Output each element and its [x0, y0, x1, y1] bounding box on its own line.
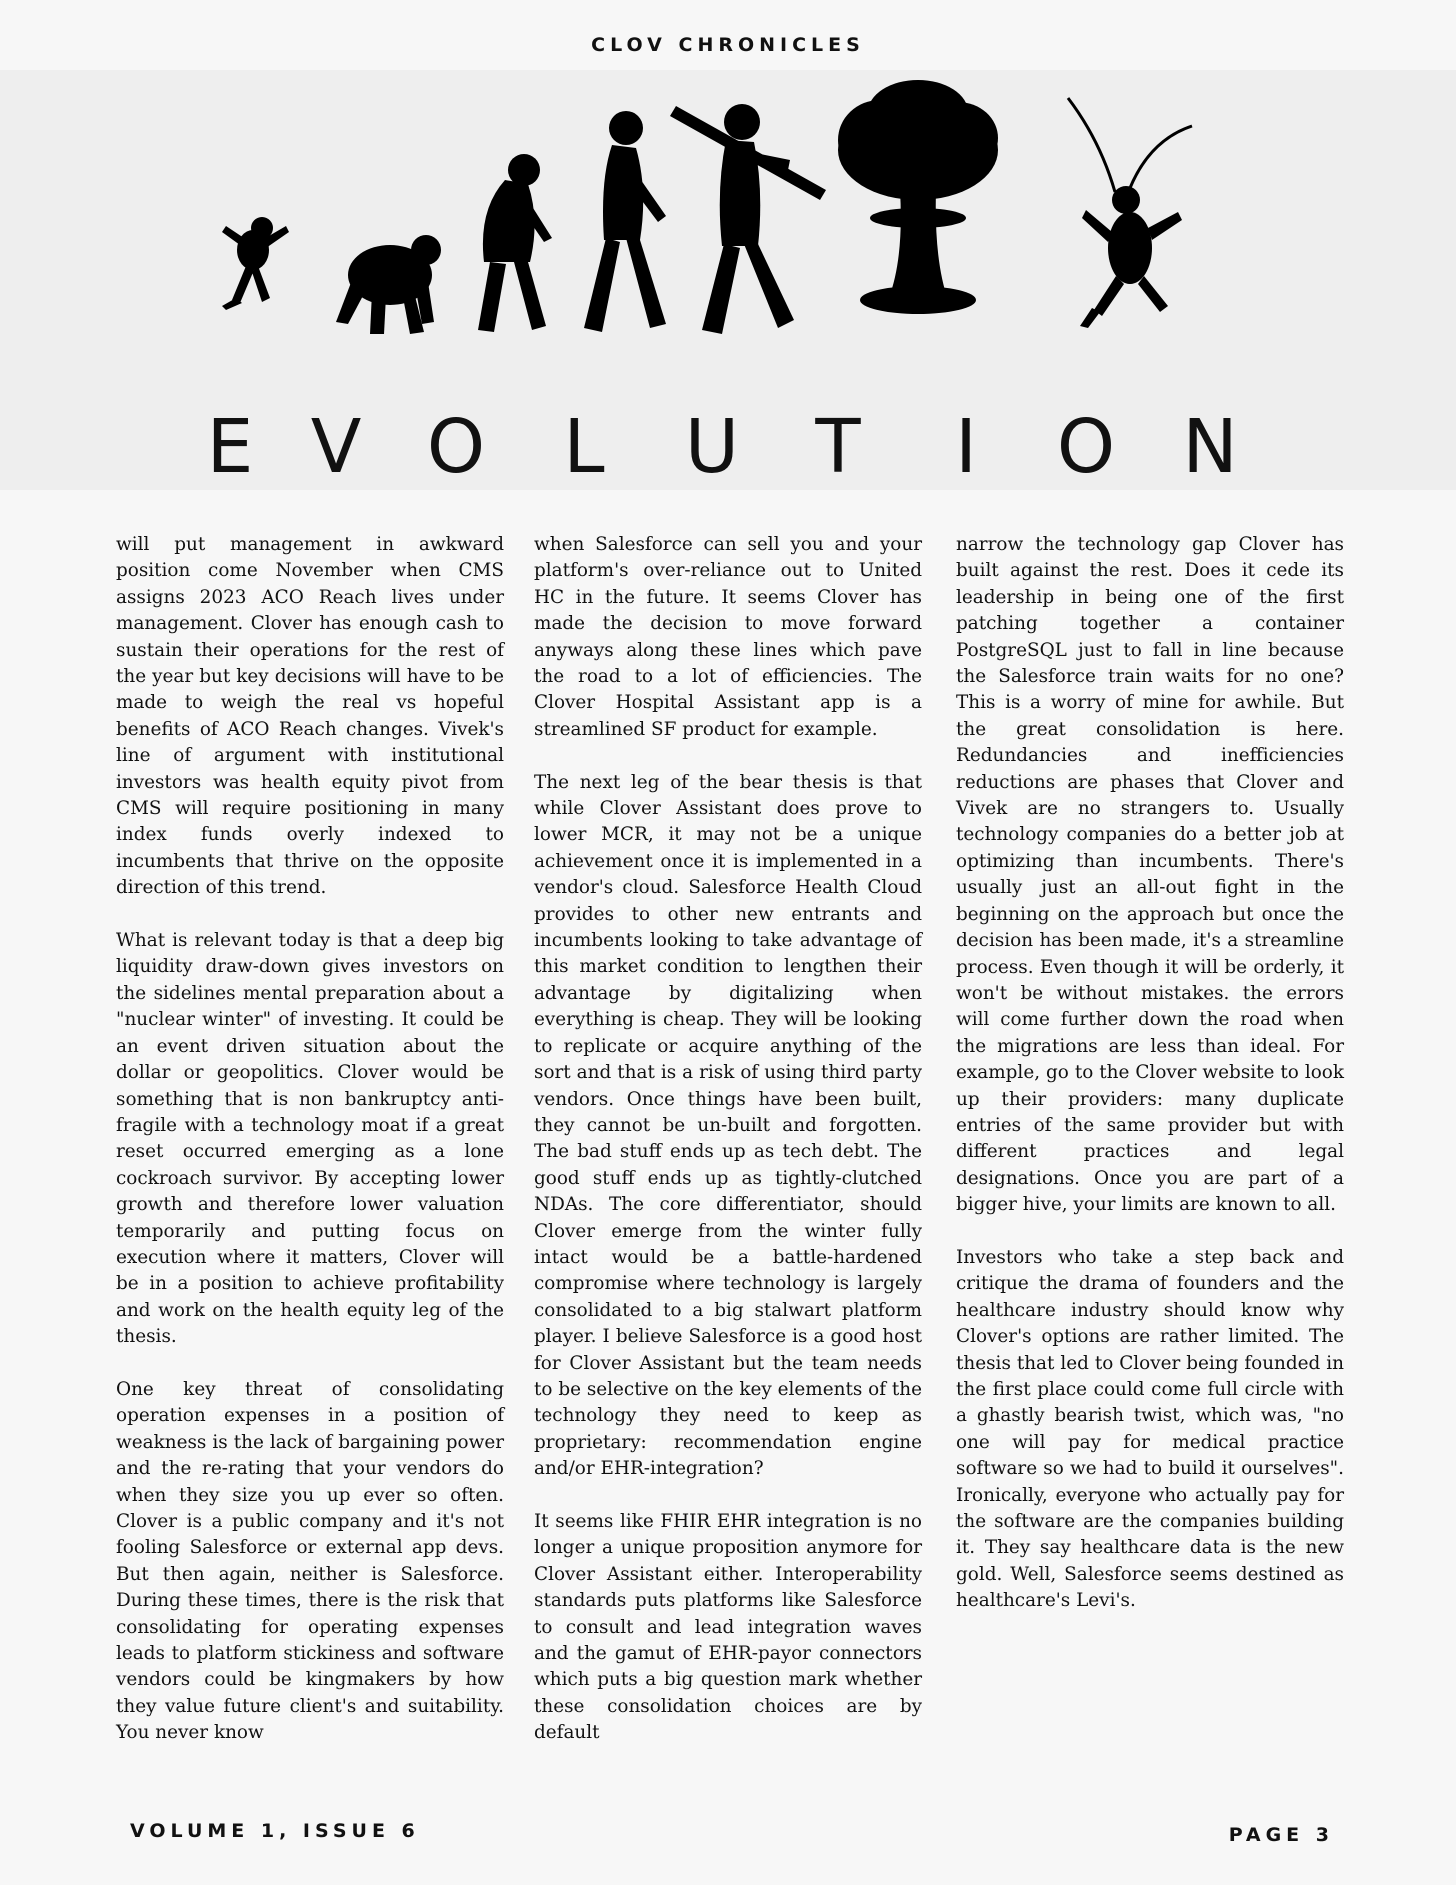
paragraph: Investors who take a step back and critique the drama of founders and the healthcare industry should know why Clover's options are rather limited. The thesis that led to Clover being founded in the first place could come full circle with a ghastly bearish twist, which was, "no one will pay for medical practice software so we had to build it ourselves". Ironically, everyone who actually pay for the software are the companies building it. They say healthcare data is the new gold. Well, Salesforce seems destined as healthcare's Levi's. [956, 1246, 1344, 1612]
evolution-wordmark [207, 404, 1238, 490]
hominid-silhouette [478, 154, 552, 332]
article-column-2 [534, 532, 922, 1773]
evolution-letter: U [684, 404, 740, 490]
evolution-letter: T [815, 404, 861, 490]
evolution-illustration [0, 70, 1456, 490]
cockroach-silhouette [1068, 98, 1192, 328]
mushroom-cloud-silhouette [838, 80, 998, 314]
paragraph: One key threat of consolidating operation expenses in a position of weakness is the lack of bargaining power and the re-rating that your vendors do when they size you up ever so often. Clover is a public company and it's not fooling Salesforce or external app devs. But then again, neither is Salesforce. During these times, there is the risk that consolidating for operating expenses leads to platform stickiness and software vendors could be kingmakers by how they value future client's and suitability. You never know [116, 1378, 504, 1744]
rifleman-silhouette [670, 104, 826, 334]
evolution-letter: N [1182, 404, 1238, 490]
article-column-1 [116, 532, 504, 1773]
paragraph: will put management in awkward position come November when CMS assigns 2023 ACO Reach lives under management. Clover has enough cash to sustain their operations for the rest of the year but key decisions will have to be made to weigh the real vs hopeful benefits of ACO Reach changes. Vivek's line of argument with institutional investors was health equity pivot from CMS will require positioning in many index funds overly indexed to incumbents that thrive on the opposite direction of this trend. [116, 534, 504, 899]
evolution-letter: I [955, 404, 977, 490]
paragraph: narrow the technology gap Clover has built against the rest. Does it cede its leadership in being one of the first patching together a container PostgreSQL just to fall in line because the Salesforce train waits for no one? This is a worry of mine for awhile. But the great consolidation is here. Redundancies and inefficiencies reductions are phases that Clover and Vivek are no strangers to. Usually technology companies do a better job at optimizing than incumbents. There's usually just an all-out fight in the beginning on the approach but once the decision has been made, it's a streamline process. Even though it will be orderly, it won't be without mistakes. the errors will come further down the road when the migrations are less than ideal. For example, go to the Clover website to look up their providers: many duplicate entries of the same provider but with different practices and legal designations. Once you are part of a bigger hive, your limits are known to all. [956, 534, 1344, 1216]
monkey-silhouette [222, 217, 289, 310]
volume-issue: VOLUME 1, ISSUE 6 [130, 1820, 420, 1842]
ape-silhouette [336, 235, 441, 334]
evolution-letter: E [206, 404, 254, 490]
publication-title: CLOV CHRONICLES [591, 34, 865, 56]
early-human-silhouette [584, 111, 666, 332]
evolution-letter: L [563, 404, 605, 490]
page-number: PAGE 3 [1228, 1824, 1334, 1846]
article-body [116, 532, 1344, 1782]
evolution-letter: V [310, 404, 362, 490]
evolution-letter: O [1056, 404, 1116, 490]
paragraph: What is relevant today is that a deep big liquidity draw-down gives investors on the sidelines mental preparation about a "nuclear winter" of investing. It could be an event driven situation about the dollar or geopolitics. Clover would be something that is non bankruptcy anti-fragile with a technology moat if a great reset occurred emerging as a lone cockroach survivor. By accepting lower growth and therefore lower valuation temporarily and putting focus on execution where it matters, Clover will be in a position to achieve profitability and work on the health equity leg of the thesis. [116, 930, 504, 1348]
article-column-3 [956, 532, 1344, 1641]
paragraph: The next leg of the bear thesis is that while Clover Assistant does prove to lower MCR, it may not be a unique achievement once it is implemented in a vendor's cloud. Salesforce Health Cloud provides to other new entrants and incumbents looking to take advantage of this market condition to lengthen their advantage by digitalizing when everything is cheap. They will be looking to replicate or acquire anything of the sort and that is a risk of using third party vendors. Once things have been built, they cannot be un-built and forgotten. The bad stuff ends up as tech debt. The good stuff ends up as tightly-clutched NDAs. The core differentiator, should Clover emerge from the winter fully intact would be a battle-hardened compromise where technology is largely consolidated to a big stalwart platform player. I believe Salesforce is a good host for Clover Assistant but the team needs to be selective on the key elements of the technology they need to keep as proprietary: recommendation engine and/or EHR-integration? [534, 771, 922, 1480]
evolution-letter: O [426, 404, 486, 490]
paragraph: when Salesforce can sell you and your platform's over-reliance out to United HC in the future. It seems Clover has made the decision to move forward anyways along these lines which pave the road to a lot of efficiencies. The Clover Hospital Assistant app is a streamlined SF product for example. [534, 534, 922, 740]
paragraph: It seems like FHIR EHR integration is no longer a unique proposition anymore for Clover Assistant either. Interoperability standards puts platforms like Salesforce to consult and lead integration waves and the gamut of EHR-payor connectors which puts a big question mark whether these consolidation choices are by default [534, 1511, 922, 1744]
